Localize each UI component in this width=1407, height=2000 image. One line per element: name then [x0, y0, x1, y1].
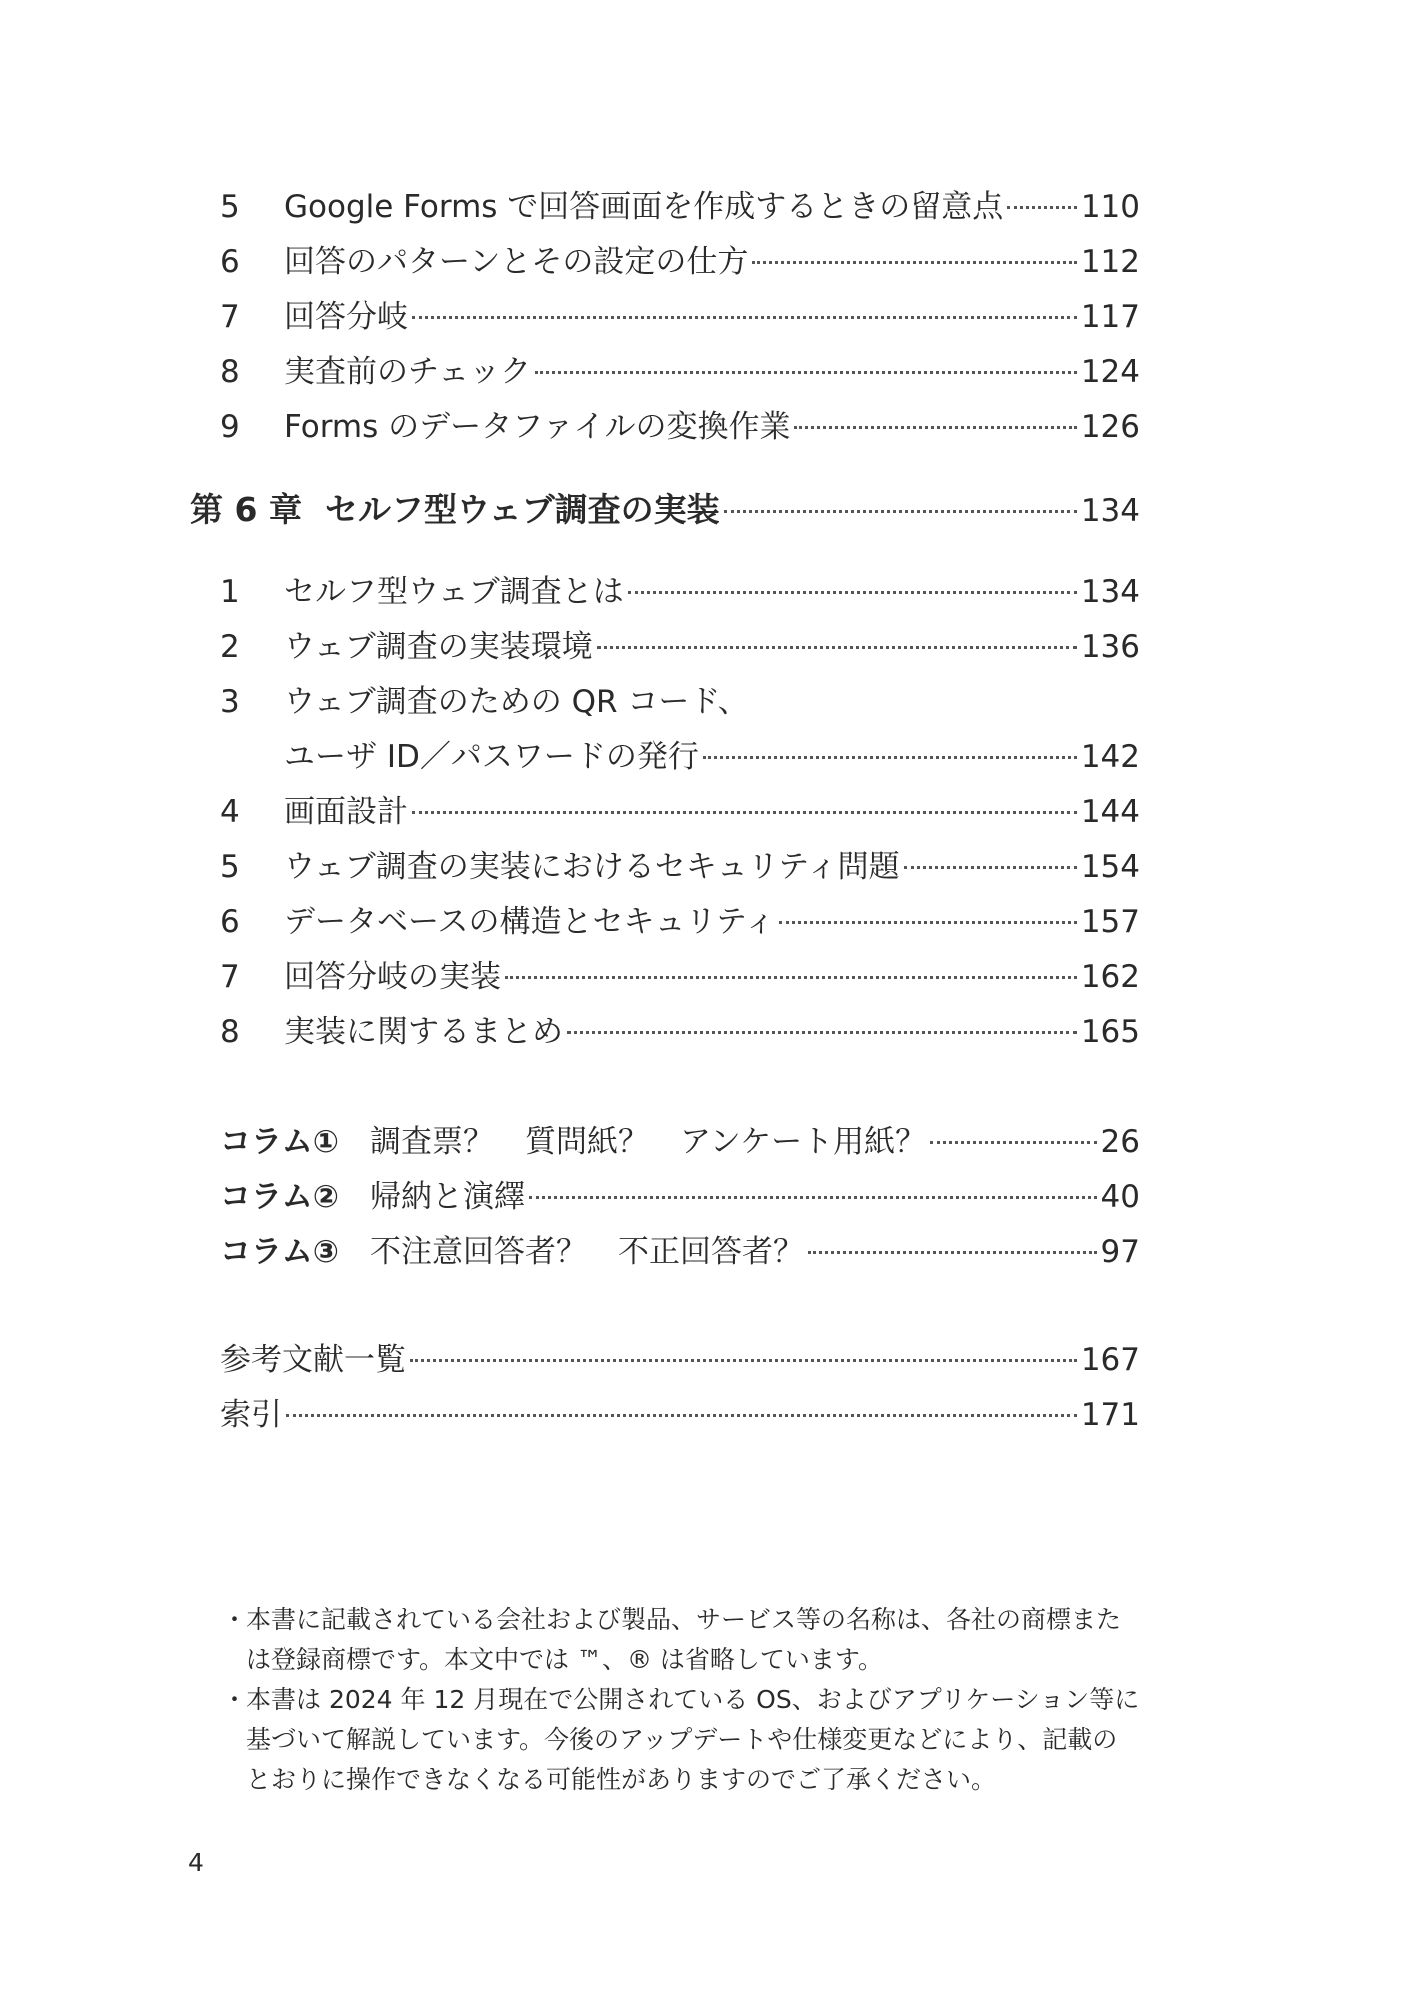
bullet-mark: ・ — [222, 1605, 248, 1634]
dot-leader — [597, 646, 1077, 649]
note-line: は登録商標です。本文中では ™、® は省略しています。 — [246, 1645, 883, 1674]
toc-backmatter-entry[interactable] — [220, 1393, 1140, 1437]
column-title: 帰納と演繹 — [370, 1179, 525, 1215]
section-title: 回答のパターンとその設定の仕方 — [284, 244, 749, 280]
section-number: 6 — [220, 904, 240, 940]
dot-leader — [794, 426, 1076, 429]
page-ref: 97 — [1100, 1234, 1140, 1270]
dot-leader — [628, 591, 1077, 594]
page-ref: 154 — [1080, 849, 1140, 885]
column-label: コラム③ — [220, 1234, 339, 1270]
toc-entry[interactable] — [220, 955, 1140, 999]
dot-leader — [412, 316, 1077, 319]
section-title-line2: ユーザ ID／パスワードの発行 — [284, 739, 699, 775]
toc-column-entry[interactable] — [220, 1175, 1140, 1219]
toc-entry[interactable] — [220, 570, 1140, 614]
page-ref: 142 — [1080, 739, 1140, 775]
page-ref: 126 — [1080, 409, 1140, 445]
section-number: 2 — [220, 629, 240, 665]
section-number: 1 — [220, 574, 240, 610]
toc-entry[interactable] — [220, 845, 1140, 889]
toc-entry[interactable] — [220, 790, 1140, 834]
toc-entry[interactable] — [220, 240, 1140, 284]
section-number: 5 — [220, 189, 240, 225]
section-title: ウェブ調査の実装におけるセキュリティ問題 — [284, 849, 900, 885]
note-line: 本書に記載されている会社および製品、サービス等の名称は、各社の商標また — [246, 1605, 1122, 1634]
bullet-mark: ・ — [222, 1685, 248, 1714]
toc-entry[interactable] — [220, 350, 1140, 394]
section-title: 画面設計 — [284, 794, 408, 830]
section-number: 8 — [220, 1014, 240, 1050]
section-title: 回答分岐の実装 — [284, 959, 501, 995]
toc-entry[interactable] — [220, 625, 1140, 669]
dot-leader — [724, 510, 1077, 513]
backmatter-title: 参考文献一覧 — [220, 1342, 406, 1378]
section-title: 実装に関するまとめ — [284, 1014, 563, 1050]
toc-entry-first-line[interactable] — [220, 680, 1140, 724]
page-ref: 167 — [1080, 1342, 1140, 1378]
section-number: 9 — [220, 409, 240, 445]
column-title: 不注意回答者？ 不正回答者？ — [370, 1234, 804, 1270]
backmatter-title: 索引 — [220, 1397, 282, 1433]
dot-leader — [703, 756, 1077, 759]
toc-entry-continuation[interactable] — [284, 735, 1140, 779]
note-text — [246, 1680, 1182, 1800]
note-item — [222, 1680, 1182, 1800]
dot-leader — [904, 866, 1077, 869]
page-ref: 134 — [1080, 493, 1140, 529]
dot-leader — [567, 1031, 1077, 1034]
dot-leader — [779, 921, 1076, 924]
page-ref: 134 — [1080, 574, 1140, 610]
note-line: 基づいて解説しています。今後のアップデートや仕様変更などにより、記載の — [246, 1725, 1118, 1754]
page-ref: 171 — [1080, 1397, 1140, 1433]
page-ref: 165 — [1080, 1014, 1140, 1050]
page-ref: 136 — [1080, 629, 1140, 665]
dot-leader — [505, 976, 1077, 979]
column-label: コラム② — [220, 1179, 339, 1215]
toc-entry[interactable] — [220, 900, 1140, 944]
page-ref: 26 — [1100, 1124, 1140, 1160]
section-title: Google Forms で回答画面を作成するときの留意点 — [284, 189, 1004, 225]
page-ref: 124 — [1080, 354, 1140, 390]
dot-leader — [529, 1196, 1097, 1199]
dot-leader — [412, 811, 1077, 814]
dot-leader — [808, 1251, 1097, 1254]
note-line: 本書は 2024 年 12 月現在で公開されている OS、およびアプリケーション等に — [246, 1685, 1140, 1714]
section-number: 4 — [220, 794, 240, 830]
dot-leader — [930, 1141, 1096, 1144]
chapter-number: 第 6 章 — [190, 490, 302, 529]
section-number: 5 — [220, 849, 240, 885]
section-title: 実査前のチェック — [284, 354, 532, 390]
note-item — [222, 1600, 1182, 1680]
page-number: 4 — [188, 1848, 204, 1877]
toc-entry[interactable] — [220, 185, 1140, 229]
section-number: 6 — [220, 244, 240, 280]
page-ref: 112 — [1080, 244, 1140, 280]
section-title-line1: ウェブ調査のための QR コード、 — [284, 684, 749, 720]
dot-leader — [1007, 206, 1077, 209]
toc-entry[interactable] — [220, 295, 1140, 339]
page-ref: 110 — [1080, 189, 1140, 225]
section-number: 8 — [220, 354, 240, 390]
page-ref: 144 — [1080, 794, 1140, 830]
section-title: セルフ型ウェブ調査とは — [284, 574, 624, 610]
dot-leader — [410, 1359, 1077, 1362]
section-number: 7 — [220, 299, 240, 335]
page-ref: 117 — [1080, 299, 1140, 335]
column-label: コラム① — [220, 1124, 339, 1160]
section-number: 3 — [220, 684, 240, 720]
section-title: 回答分岐 — [284, 299, 408, 335]
section-title: ウェブ調査の実装環境 — [284, 629, 593, 665]
section-title: Forms のデータファイルの変換作業 — [284, 409, 791, 445]
page-ref: 40 — [1100, 1179, 1140, 1215]
toc-column-entry[interactable] — [220, 1230, 1140, 1274]
toc-chapter-heading[interactable] — [190, 488, 1140, 533]
toc-backmatter-entry[interactable] — [220, 1338, 1140, 1382]
page-ref: 157 — [1080, 904, 1140, 940]
disclaimer-notes — [222, 1600, 1182, 1800]
dot-leader — [286, 1414, 1077, 1417]
section-title: データベースの構造とセキュリティ — [284, 904, 776, 940]
note-text — [246, 1600, 1182, 1680]
toc-entry[interactable] — [220, 405, 1140, 449]
page-ref: 162 — [1080, 959, 1140, 995]
toc-column-entry[interactable] — [220, 1120, 1140, 1164]
dot-leader — [535, 371, 1077, 374]
dot-leader — [752, 261, 1076, 264]
column-title: 調査票？ 質問紙？ アンケート用紙？ — [370, 1124, 927, 1160]
note-line: とおりに操作できなくなる可能性がありますのでご了承ください。 — [246, 1765, 997, 1794]
chapter-title: セルフ型ウェブ調査の実装 — [325, 490, 720, 529]
toc-entry[interactable] — [220, 1010, 1140, 1054]
section-number: 7 — [220, 959, 240, 995]
